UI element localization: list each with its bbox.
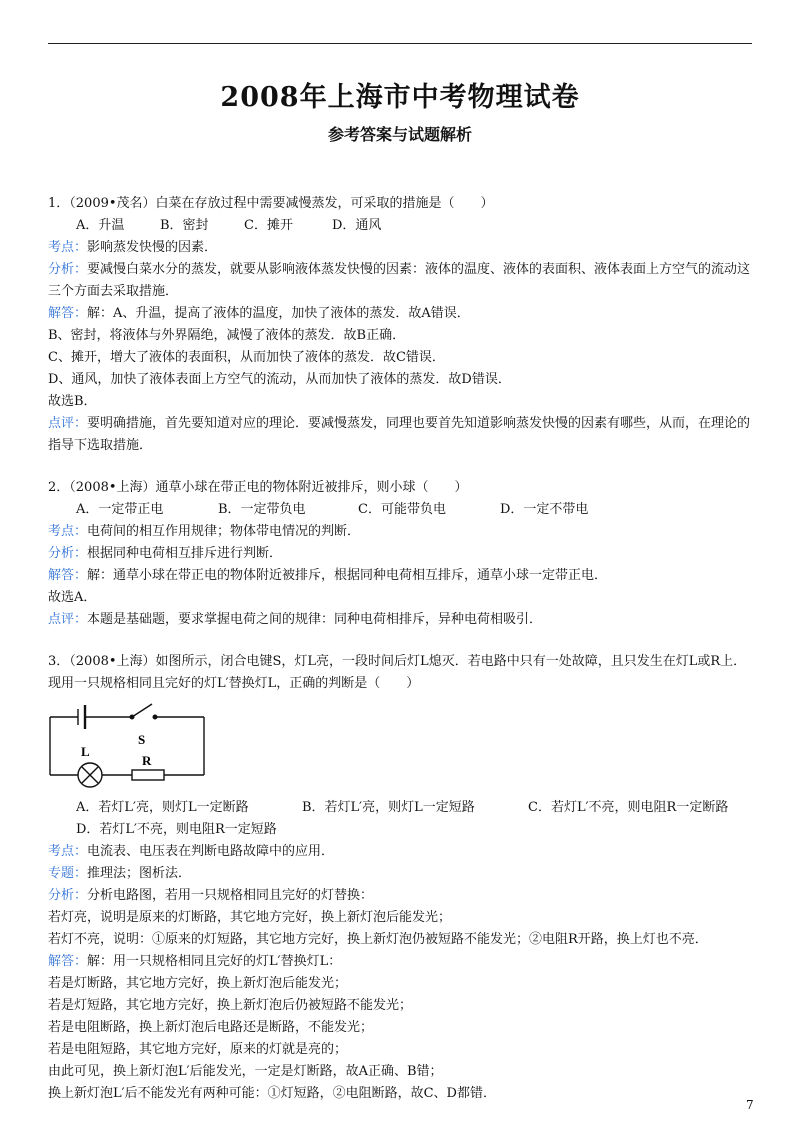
q2-jieda-text: 解：通草小球在带正电的物体附近被排斥，根据同种电荷相互排斥，通草小球一定带正电． xyxy=(87,568,608,583)
q1-jieda-text: 解：A、升温，提高了液体的温度，加快了液体的蒸发．故A错误． xyxy=(87,306,470,321)
label-jieda: 解答： xyxy=(48,568,88,583)
q3-kaodian-text: 电流表、电压表在判断电路故障中的应用． xyxy=(87,844,335,859)
q3-stem: 3．（2008•上海）如图所示，闭合电键S，灯L亮，一段时间后灯L熄灭．若电路中只有一处故障，且只发生在灯L或R上．现用一只规格相同且完好的灯L′替换灯L，正确的判断是（ ） xyxy=(48,654,747,691)
q2-jieda-line: 故选A． xyxy=(48,590,97,605)
q3-jieda-line: 由此可见，换上新灯泡L′后能发光，一定是灯断路，故A正确、B错； xyxy=(48,1064,443,1079)
question-2 xyxy=(48,477,752,631)
q3-jieda-text: 解：用一只规格相同且完好的灯L′替换灯L： xyxy=(87,954,342,969)
label-fenxi: 分析： xyxy=(48,546,88,561)
q2-dianping-text: 本题是基础题，要求掌握电荷之间的规律：同种电荷相排斥，异种电荷相吸引． xyxy=(87,612,543,627)
q3-jieda-line: 若是电阻短路，其它地方完好，原来的灯就是亮的； xyxy=(48,1042,348,1057)
q1-jieda-line: B、密封，将液体与外界隔绝，减慢了液体的蒸发．故B正确． xyxy=(48,328,406,343)
q1-dianping-text: 要明确措施，首先要知道对应的理论．要减慢蒸发，同理也要首先知道影响蒸发快慢的因素有哪些，从而，在理论的指导下选取措施． xyxy=(48,416,751,453)
q1-kaodian-text: 影响蒸发快慢的因素． xyxy=(87,240,218,255)
q1-jieda-line: 故选B． xyxy=(48,394,97,409)
q1-fenxi-text: 要减慢白菜水分的蒸发，就要从影响液体蒸发快慢的因素：液体的温度、液体的表面积、液体表面上方空气的流动这三个方面去采取措施． xyxy=(48,262,751,299)
q3-jieda-line: 若是灯短路，其它地方完好，换上新灯泡后仍被短路不能发光； xyxy=(48,998,413,1013)
circuit-svg xyxy=(48,701,218,793)
q1-jieda-line: D、通风，加快了液体表面上方空气的流动，从而加快了液体的蒸发．故D错误． xyxy=(48,372,511,387)
q3-fenxi-text: 分析电路图，若用一只规格相同且完好的灯替换： xyxy=(87,888,374,903)
q2-stem: 2．（2008•上海）通草小球在带正电的物体附近被排斥，则小球（ ） xyxy=(48,480,468,495)
q1-fenxi xyxy=(48,259,752,303)
q3-fenxi-line: 若灯亮，说明是原来的灯断路，其它地方完好，换上新灯泡后能发光； xyxy=(48,910,452,925)
q3-zhuanti-text: 推理法；图析法． xyxy=(87,866,192,881)
q3-kaodian xyxy=(48,841,752,863)
q3-option-a: A．若灯L′亮，则灯L一定断路 xyxy=(76,800,249,815)
label-jieda: 解答： xyxy=(48,306,88,321)
q1-option-b: B．密封 xyxy=(160,218,209,233)
q2-jieda-line xyxy=(48,565,752,587)
label-fenxi: 分析： xyxy=(48,888,88,903)
q3-zhuanti xyxy=(48,863,752,885)
switch-label: S xyxy=(138,732,146,747)
q1-stem: 1．（2009•茂名）白菜在存放过程中需要减慢蒸发，可采取的措施是（ ） xyxy=(48,196,494,211)
q3-option-c: C．若灯L′不亮，则电阻R一定断路 xyxy=(528,800,729,815)
q1-option-a: A．升温 xyxy=(76,218,125,233)
resistor-label: R xyxy=(142,753,152,768)
question-3 xyxy=(48,651,752,1105)
label-kaodian: 考点： xyxy=(48,524,88,539)
q1-dianping xyxy=(48,413,752,457)
q3-jieda-line xyxy=(48,951,752,973)
q1-jieda-line xyxy=(48,303,752,325)
q3-option-b: B．若灯L′亮，则灯L一定短路 xyxy=(302,800,475,815)
label-dianping: 点评： xyxy=(48,416,88,431)
label-jieda: 解答： xyxy=(48,954,88,969)
label-kaodian: 考点： xyxy=(48,844,88,859)
q2-option-a: A．一定带正电 xyxy=(76,502,164,517)
label-zhuanti: 专题： xyxy=(48,866,88,881)
q1-options xyxy=(48,215,752,237)
page-title: 2008年上海市中考物理试卷 xyxy=(220,82,580,113)
label-fenxi: 分析： xyxy=(48,262,88,277)
content xyxy=(48,193,752,1105)
q3-jieda-line: 若是电阻断路，换上新灯泡后电路还是断路，不能发光； xyxy=(48,1020,374,1035)
switch-lever xyxy=(132,704,152,717)
q2-kaodian-text: 电荷间的相互作用规律；物体带电情况的判断． xyxy=(87,524,361,539)
q3-option-d: D．若灯L′不亮，则电阻R一定短路 xyxy=(76,822,277,837)
page-subtitle: 参考答案与试题解析 xyxy=(327,125,472,144)
resistor-box xyxy=(132,770,164,780)
q2-fenxi-text: 根据同种电荷相互排斥进行判断． xyxy=(87,546,283,561)
header-rule xyxy=(48,43,752,44)
q2-options xyxy=(48,499,752,521)
q2-fenxi xyxy=(48,543,752,565)
q1-jieda-line: C、摊开，增大了液体的表面积，从而加快了液体的蒸发．故C错误． xyxy=(48,350,445,365)
q2-dianping xyxy=(48,609,752,631)
q1-option-c: C．摊开 xyxy=(244,218,293,233)
spacer xyxy=(48,457,752,477)
label-kaodian: 考点： xyxy=(48,240,88,255)
q2-option-c: C．可能带负电 xyxy=(358,502,446,517)
question-1 xyxy=(48,193,752,457)
label-dianping: 点评： xyxy=(48,612,88,627)
q1-kaodian xyxy=(48,237,752,259)
circuit-diagram xyxy=(48,701,752,793)
page-number: 7 xyxy=(746,1098,754,1112)
lamp-label: L xyxy=(81,744,90,759)
q2-option-b: B．一定带负电 xyxy=(218,502,306,517)
q3-fenxi-line xyxy=(48,885,752,907)
q3-options-row2 xyxy=(48,819,752,841)
q3-options xyxy=(48,797,752,819)
q3-jieda-line: 若是灯断路，其它地方完好，换上新灯泡后能发光； xyxy=(48,976,348,991)
q2-option-d: D．一定不带电 xyxy=(500,502,589,517)
q2-kaodian xyxy=(48,521,752,543)
spacer xyxy=(48,631,752,651)
q3-fenxi-line: 若灯不亮，说明：①原来的灯短路，其它地方完好，换上新灯泡仍被短路不能发光；②电阻R开路，换上灯也不亮． xyxy=(48,932,708,947)
q3-jieda-line: 换上新灯泡L′后不能发光有两种可能：①灯短路，②电阻断路，故C、D都错． xyxy=(48,1086,496,1101)
q1-option-d: D．通风 xyxy=(332,218,382,233)
